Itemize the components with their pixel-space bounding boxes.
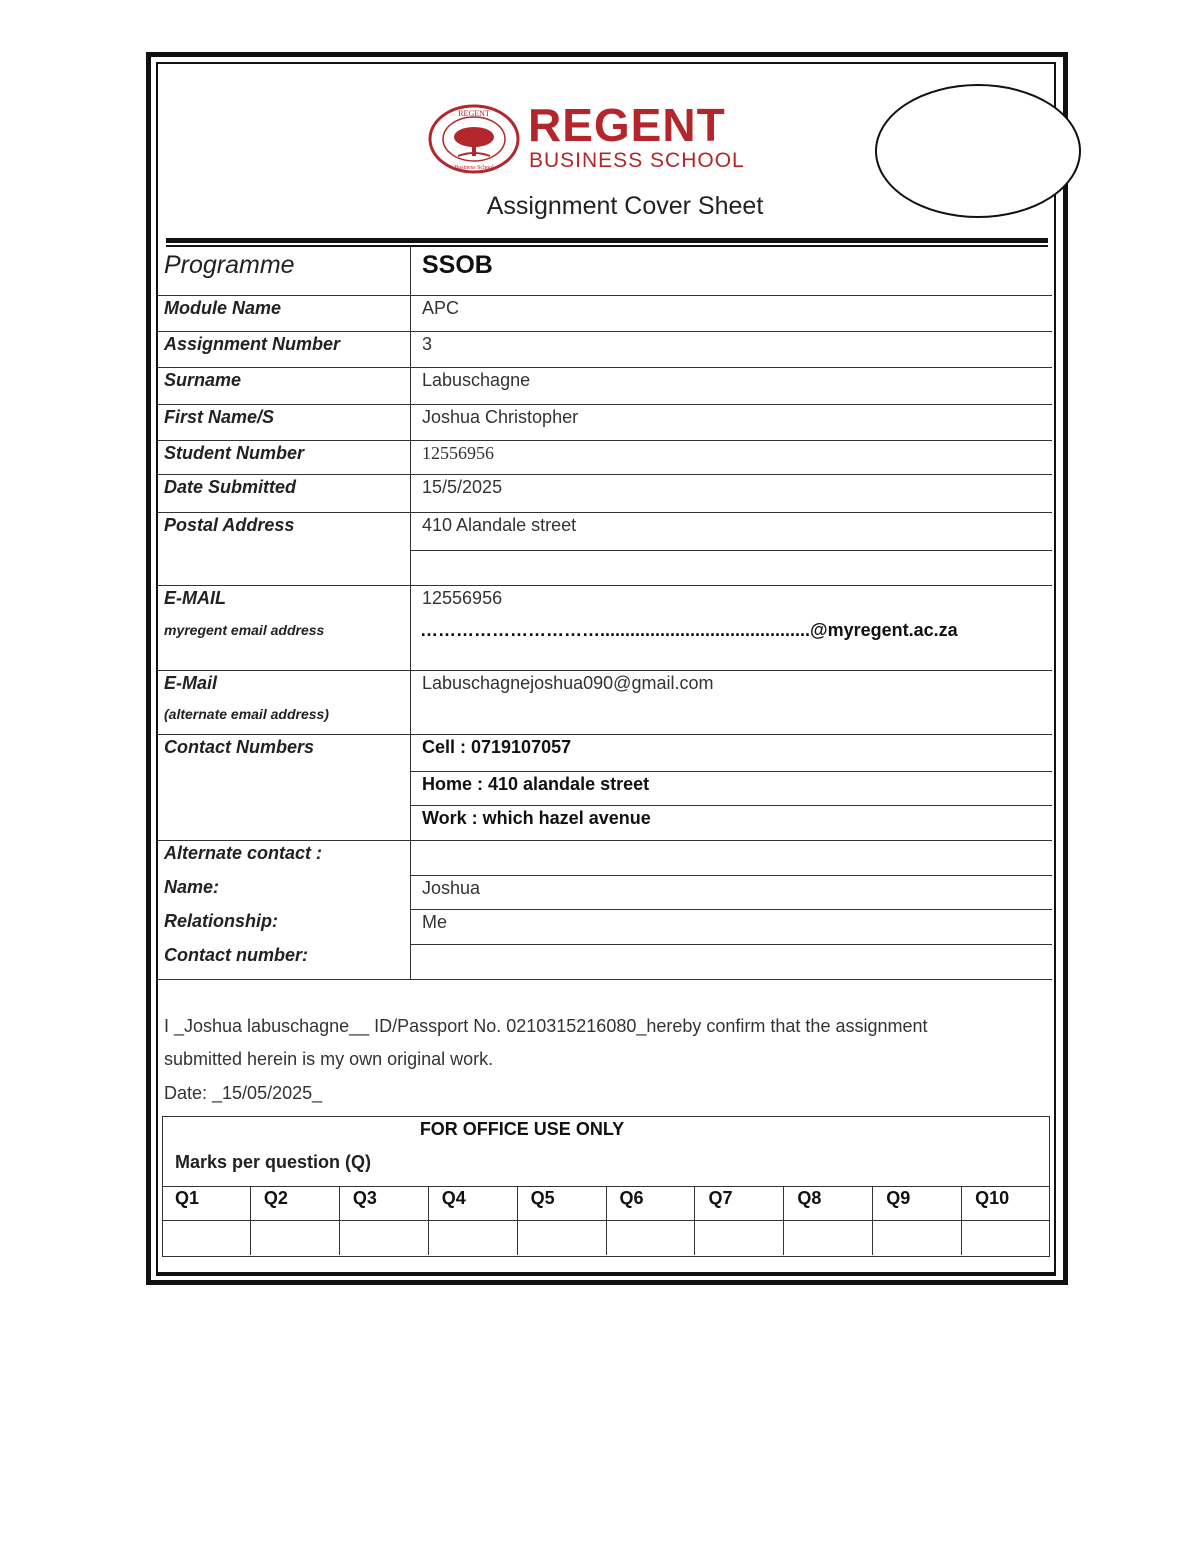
declaration-line-1: I _Joshua labuschagne__ ID/Passport No. 0210315216080_hereby confirm that the assignment — [164, 1016, 928, 1036]
column-divider — [410, 247, 411, 980]
row-line — [158, 295, 1052, 296]
student-number-value: 12556956 — [422, 443, 494, 463]
row-line — [411, 944, 1052, 945]
student-number-label: Student Number — [164, 443, 305, 463]
question-label: Q5 — [530, 1188, 555, 1208]
cell-value: Cell : 0719107057 — [422, 737, 572, 757]
question-cell[interactable] — [518, 1186, 607, 1255]
row-line — [158, 331, 1052, 332]
alt-email-sub-label: (alternate email address) — [164, 706, 329, 722]
module-value: APC — [422, 298, 460, 318]
row-line — [411, 771, 1052, 772]
programme-value: SSOB — [422, 251, 493, 279]
name-label: Name: — [164, 877, 220, 897]
assignment-number-label: Assignment Number — [164, 334, 341, 354]
postal-address-value: 410 Alandale street — [422, 515, 577, 535]
question-label: Q4 — [441, 1188, 466, 1208]
name-value: Joshua — [422, 878, 481, 898]
row-line — [411, 909, 1052, 910]
row-line — [158, 585, 1052, 586]
question-label: Q1 — [175, 1188, 200, 1208]
email-domain-line: …………………………..........................................@myregent.ac.za — [420, 620, 958, 640]
contact-number-label: Contact number: — [164, 945, 308, 965]
document-title: Assignment Cover Sheet — [486, 192, 764, 220]
question-label: Q10 — [975, 1188, 1010, 1208]
contact-numbers-label: Contact Numbers — [164, 737, 315, 757]
relationship-value: Me — [422, 912, 448, 932]
row-line — [158, 979, 1052, 980]
question-label: Q3 — [352, 1188, 377, 1208]
row-line — [158, 670, 1052, 671]
postal-address-label: Postal Address — [164, 515, 295, 535]
date-submitted-label: Date Submitted — [164, 477, 297, 497]
row-line — [158, 474, 1052, 475]
row-line — [158, 840, 1052, 841]
first-name-value: Joshua Christopher — [422, 407, 579, 427]
row-line — [158, 367, 1052, 368]
question-cell[interactable] — [251, 1186, 340, 1255]
row-line — [158, 404, 1052, 405]
question-label: Q2 — [263, 1188, 288, 1208]
question-cell[interactable] — [162, 1186, 251, 1255]
date-submitted-value: 15/5/2025 — [422, 477, 503, 497]
assignment-number-value: 3 — [422, 334, 433, 354]
question-label: Q6 — [619, 1188, 644, 1208]
brand-subtitle: BUSINESS SCHOOL — [529, 149, 745, 172]
question-cell[interactable] — [340, 1186, 429, 1255]
regent-seal-icon — [428, 104, 520, 174]
row-line — [158, 440, 1052, 441]
home-value: Home : 410 alandale street — [422, 774, 650, 794]
svg-text:REGENT: REGENT — [458, 109, 490, 118]
email-value: 12556956 — [422, 588, 503, 608]
questions-row — [162, 1186, 1050, 1255]
work-value: Work : which hazel avenue — [422, 808, 651, 828]
row-line — [158, 734, 1052, 735]
alternate-contact-label: Alternate contact : — [164, 843, 323, 863]
email-sub-label: myregent email address — [164, 622, 325, 638]
surname-value: Labuschagne — [422, 370, 531, 390]
brand-name: REGENT — [528, 99, 726, 151]
question-cell[interactable] — [784, 1186, 873, 1255]
question-cell[interactable] — [429, 1186, 518, 1255]
declaration-date: Date: _15/05/2025_ — [164, 1083, 323, 1103]
office-use-title: FOR OFFICE USE ONLY — [419, 1119, 625, 1139]
module-label: Module Name — [164, 298, 282, 318]
first-name-label: First Name/S — [164, 407, 275, 427]
declaration-line-2: submitted herein is my own original work. — [164, 1049, 494, 1069]
alt-email-label: E-Mail — [164, 673, 218, 693]
marks-per-question-label: Marks per question (Q) — [175, 1152, 372, 1172]
svg-text:Business School: Business School — [454, 165, 494, 171]
question-cell[interactable] — [607, 1186, 696, 1255]
question-cell[interactable] — [873, 1186, 962, 1255]
question-label: Q7 — [708, 1188, 733, 1208]
row-line — [411, 550, 1052, 551]
programme-label: Programme — [164, 251, 295, 279]
question-cell[interactable] — [695, 1186, 784, 1255]
header-rule — [166, 238, 1048, 243]
row-line — [158, 512, 1052, 513]
surname-label: Surname — [164, 370, 242, 390]
regent-logo — [428, 99, 788, 176]
question-label: Q8 — [797, 1188, 822, 1208]
alt-email-value: Labuschagnejoshua090@gmail.com — [422, 673, 714, 693]
email-label: E-MAIL — [164, 588, 226, 608]
header-rule-thin — [166, 245, 1048, 247]
question-label: Q9 — [886, 1188, 911, 1208]
row-line — [411, 805, 1052, 806]
row-line — [411, 875, 1052, 876]
stamp-oval — [875, 84, 1081, 218]
relationship-label: Relationship: — [164, 911, 279, 931]
question-cell[interactable] — [962, 1186, 1050, 1255]
